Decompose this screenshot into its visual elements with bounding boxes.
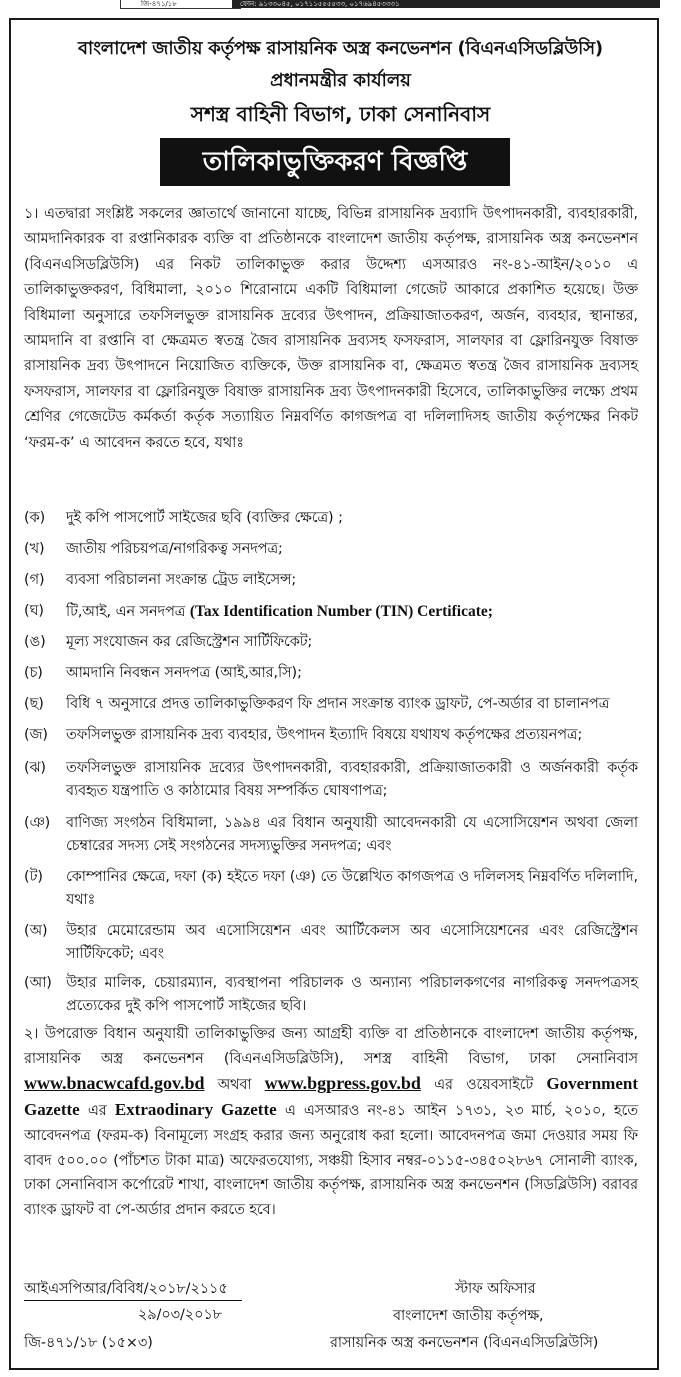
list-item-text: দুই কপি পাসপোর্ট সাইজের ছবি (ব্যক্তির ক্ষেত্রে) ; [66,510,343,526]
paragraph-2-text-c: এর ওয়েবসাইটে [434,1077,534,1094]
list-item-text: তফসিলভুক্ত রাসায়নিক দ্রব্যের উৎপাদনকারী, ব্যবহারকারী, প্রক্রিয়াজাতকারী ও অর্জনকারী কর্তৃক ব্যবহৃত যন্ত্রপাতি ও কাঠামোর বিষয় সম্পর্কিত ঘোষণাপত্র; [66,760,638,799]
list-item-text: উহার মেমোরেন্ডাম অব এসোসিয়েশন এবং আর্টিকেলস অব এসোসিয়েশনের এবং রেজিস্ট্রেশন সার্টিফিকেট; এবং [66,923,638,962]
list-item-label: (আ) [24,975,52,991]
division-title: সশস্ত্র বাহিনী বিভাগ, ঢাকা সেনানিবাস [190,102,491,126]
list-item-text: তফসিলভুক্ত রাসায়নিক দ্রব্য ব্যবহার, উৎপাদন ইত্যাদি বিষয়ে যথাযথ কর্তৃপক্ষের প্রত্যয়নপত্র; [66,727,583,743]
list-item-text: উহার মালিক, চেয়ারম্যান, ব্যবস্থাপনা পরিচালক ও অন্যান্য পরিচালকগণের নাগরিকত্ব সনদপত্রসহ প্রত্যেকের দুই কপি পাসপোর্ট সাইজের ছবি। [66,975,638,1014]
list-item-label: (ক) [24,510,46,526]
g-number: জি-৪৭১/১৮ (১৫×৩) [24,1335,153,1351]
list-item-text: ব্যবসা পরিচালনা সংক্রান্ত ট্রেড লাইসেন্স; [66,572,297,588]
list-item-label: (ঘ) [24,603,44,619]
paragraph-2-text-b: অথবা [217,1077,252,1094]
list-item-label: (গ) [24,572,45,588]
signatory-title: স্টাফ অফিসার [455,1281,536,1297]
paragraph-1: ১। এতদ্বারা সংশ্লিষ্ট সকলের জ্ঞাতার্থে জানানো যাচ্ছে, বিভিন্ন রাসায়নিক দ্রব্যাদি উৎপাদনকারী, ব্যবহারকারী, আমদানিকারক বা রপ্তানিকারক ব্যক্তি বা প্রতিষ্ঠানকে বাংলাদেশ জাতীয় কর্তৃপক্ষ, রাসায়নিক অস্ত্র কনভেনশন (বিএনএসিডব্লিউসি) এর নিকট তালিকাভুক্ত করার উদ্দেশ্য এসআরও নং-৪১-আইন/২০১০ এ তালিকাভুক্তকরণ, বিধিমালা, ২০১০ শিরোনামে একটি বিধিমালা গেজেট আকারে প্রকাশিত হয়েছে। উক্ত বিধিমালা অনুসারে তফসিলভুক্ত রাসায়নিক দ্রব্যের উৎপাদন, প্রক্রিয়াজাতকরণ, অর্জন, ব্যবহার, স্থানান্তর, আমদানি বা রপ্তানি বা ক্ষেত্রমত স্বতন্ত্র জৈব রাসায়নিক দ্রব্যসহ ফসফরাস, সালফার বা ফ্লোরিনযুক্ত বিষাক্ত রাসায়নিক দ্রব্য উৎপাদনে নিয়োজিত ব্যক্তিকে, উক্ত রাসায়নিক বা, ক্ষেত্রমত স্বতন্ত্র জৈব রাসায়নিক দ্রব্যসহ ফসফরাস, সালফার বা ফ্লোরিনযুক্ত বিষাক্ত রাসায়নিক দ্রব্য উৎপাদনকারী হিসেবে, তালিকাভুক্তির লক্ষ্যে প্রথম শ্রেণির গেজেটেড কর্মকর্তা কর্তৃক সত্যায়িত নিম্নবর্ণিত কাগজপত্র বা দলিলাদিসহ জাতীয় কর্তৃপক্ষের নিকট ‘ফরম-ক’ এ আবেদন করতে হবে, যথাঃ [24,206,638,451]
list-item-text: কোম্পানির ক্ষেত্রে, দফা (ক) হইতে দফা (ঞ) তে উল্লেখিত কাগজপত্র ও দলিলসহ নিম্নবর্ণিত দলিলাদি, যথাঃ [66,869,638,908]
office-title: প্রধানমন্ত্রীর কার্যালয় [270,70,411,91]
list-item-label: (ছ) [24,696,44,712]
signatory-org-line1: বাংলাদেশ জাতীয় কর্তৃপক্ষ, [393,1308,544,1324]
top-strip-right: ফোন: ৯১৩৩০৪৫, ০১৭১১৫৫৫৫৩৩, ০১৭৬৯৪৫৩৩৩১ [232,0,660,8]
list-item-text: মূল্য সংযোজন কর রেজিস্ট্রেশন সার্টিফিকেট; [66,634,313,650]
authority-title: বাংলাদেশ জাতীয় কর্তৃপক্ষ রাসায়নিক অস্ত্র কনভেনশন (বিএনএসিডব্লিউসি) [78,38,603,59]
list-item-label: (ঙ) [24,634,46,650]
list-item-label: (খ) [24,541,45,557]
list-item-text: আমদানি নিবন্ধন সনদপত্র (আই,আর,সি); [66,665,302,681]
extraordinary-gazette-label: Extraodinary Gazette [114,1100,277,1120]
list-item-label: (জ) [24,727,48,743]
website-link-bnacwc[interactable]: www.bnacwcafd.gov.bd [24,1073,205,1094]
reference-number: আইএসপিআর/বিবিধ/২০১৮/২১১৫ [24,1281,228,1297]
paragraph-2 [24,1022,638,1223]
tin-certificate-text: (Tax Identification Number (TIN) Certificate; [189,603,493,620]
signatory-org-line2: রাসায়নিক অস্ত্র কনভেনশন (বিএনএসিডব্লিউসি) [330,1335,599,1351]
list-item-text: বাণিজ্য সংগঠন বিধিমালা, ১৯৯৪ এর বিধান অনুযায়ী আবেদনকারী যে এসোসিয়েশন অথবা জেলা চেম্বারের সদস্য সেই সংগঠনের সদস্যভুক্তির সনদপত্র; এবং [66,815,638,854]
paragraph-2-text-d: এর [87,1103,107,1120]
list-item-text-group [66,600,638,624]
website-link-bgpress[interactable]: www.bgpress.gov.bd [264,1073,421,1094]
top-strip-left: জি-৪৭১/১৮ [120,0,241,9]
paragraph-2-text-a: ২। উপরোক্ত বিধান অনুযায়ী তালিকাভুক্তির জন্য আগ্রহী ব্যক্তি বা প্রতিষ্ঠানকে বাংলাদেশ জাতীয় কর্তৃপক্ষ, রাসায়নিক অস্ত্র কনভেনশন (বিএনএসিডব্লিউসি), সশস্ত্র বাহিনী বিভাগ, ঢাকা সেনানিবাস [24,1026,638,1067]
list-item-label: (ঞ) [24,815,51,831]
list-item-label: (অ) [24,923,48,939]
list-item-text: জাতীয় পরিচয়পত্র/নাগরিকত্ব সনদপত্র; [66,541,283,557]
list-item-label: (ঝ) [24,760,46,776]
reference-underline [24,1300,242,1301]
notice-banner: তালিকাভুক্তিকরণ বিজ্ঞপ্তি [160,138,510,186]
paragraph-2-text-e: এ এসআরও নং-৪১ আইন ১৭৩১, ২৩ মার্চ, ২০১০, হতে আবেদনপত্র (ফরম-ক) বিনামূল্যে সংগ্রহ করার জন্য অনুরোধ করা হলো। আবেদনপত্র জমা দেওয়ার সময় ফি বাবদ ৫০০.০০ (পাঁচশত টাকা মাত্র) অফেরতযোগ্য, সঞ্চয়ী হিসাব নম্বর-০১১৫-৩৪৫০২৮৬৭ সোনালী ব্যাংক, ঢাকা সেনানিবাস কর্পোরেট শাখা, বাংলাদেশ জাতীয় কর্তৃপক্ষ, রাসায়নিক অস্ত্র কনভেনশন (সিডব্লিউসি) বরাবর ব্যাংক ড্রাফট বা পে-অর্ডার প্রদান করতে হবে। [24,1103,639,1218]
notice-date: ২৯/০৩/২০১৮ [138,1307,222,1323]
list-item-label: (চ) [24,665,43,681]
government-gazette-label: Government Gazette [24,1074,638,1120]
list-item-label: (ট) [24,869,43,885]
list-item-text: টি,আই, এন সনদপত্র [66,604,186,620]
list-item-text: বিধি ৭ অনুসারে প্রদত্ত তালিকাভুক্তিকরণ ফি প্রদান সংক্রান্ত ব্যাংক ড্রাফট, পে-অর্ডার বা চালানপত্র [66,696,610,712]
top-strip [0,0,681,12]
